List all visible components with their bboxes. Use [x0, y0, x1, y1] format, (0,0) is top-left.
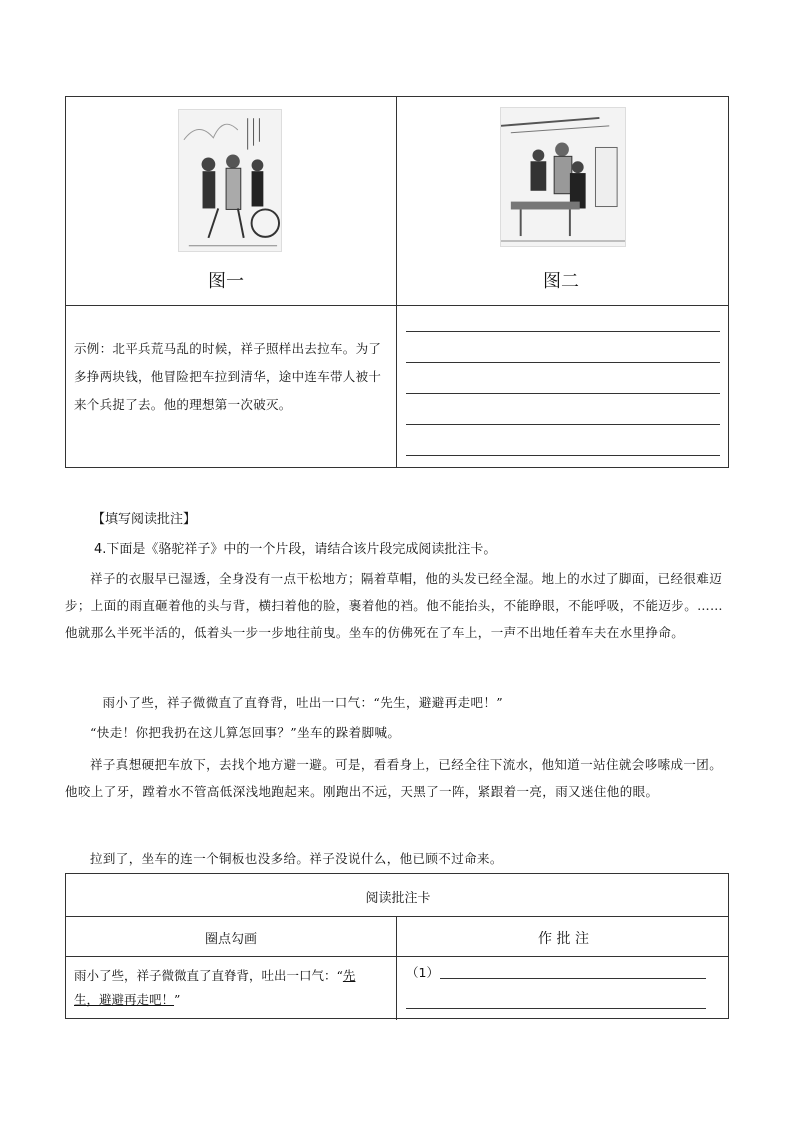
passage-paragraph-4: 祥子真想硬把车放下，去找个地方避一避。可是，看看身上，已经全往下流水，他知道一站住就会哆嗦成一团。他咬上了牙，蹚着水不管高低深浅地跑起来。刚跑出不远，天黑了一阵，紧跟着一亮，雨又迷住他的眼。 — [65, 757, 723, 799]
annotation-card-title: 阅读批注卡 — [365, 891, 431, 906]
annotation-card-table — [65, 873, 729, 1019]
answer-line[interactable] — [406, 424, 720, 425]
figure-caption-1: 图一 — [208, 271, 244, 292]
quote-underlined: 先 — [342, 968, 356, 983]
section-title: 【填写阅读批注】 — [92, 512, 197, 527]
illustration-fig2 — [500, 107, 626, 247]
passage-paragraph-2: 雨小了些，祥子微微直了直脊背，吐出一口气：“先生，避避再走吧！” — [102, 695, 504, 710]
column-header-marking: 圈点勾画 — [204, 932, 257, 947]
picture-table — [65, 96, 729, 468]
table-divider — [66, 956, 728, 957]
passage-paragraph-3: “快走！你把我扔在这儿算怎回事？”坐车的跺着脚喊。 — [90, 725, 401, 740]
annotation-answer-line[interactable] — [440, 978, 706, 979]
quote-plain: 雨小了些，祥子微微直了直脊背，吐出一口气：“ — [74, 968, 343, 983]
question-text: 4.下面是《骆驼祥子》中的一个片段，请结合该片段完成阅读批注卡。 — [94, 542, 497, 557]
annotation-answer-line[interactable] — [406, 1008, 706, 1009]
table-divider — [396, 97, 397, 467]
quote-underlined: 生，避避再走吧！ — [74, 992, 175, 1007]
answer-line[interactable] — [406, 393, 720, 394]
table-divider — [66, 916, 728, 917]
table-divider — [66, 305, 728, 306]
annotation-item-label: （1） — [406, 965, 439, 980]
example-text: 示例：北平兵荒马乱的时候，祥子照样出去拉车。为了多挣两块钱，他冒险把车拉到清华，途中连车带人被十来个兵捉了去。他的理想第一次破灭。 — [74, 341, 382, 412]
illustration-fig1-drawing — [179, 110, 281, 251]
illustration-fig2-drawing — [501, 108, 625, 246]
quote-end: ” — [174, 992, 181, 1007]
figure-caption-2: 图二 — [543, 271, 579, 292]
answer-line[interactable] — [406, 455, 720, 456]
answer-line[interactable] — [406, 331, 720, 332]
passage-paragraph-1: 祥子的衣服早已湿透，全身没有一点干松地方；隔着草帽，他的头发已经全湿。地上的水过了脚面，已经很难迈步；上面的雨直砸着他的头与背，横扫着他的脸，裹着他的裆。他不能抬头，不能睁眼，不能呼吸，不能迈步。……他就那么半死半活的，低着头一步一步地往前曳。坐车的仿佛死在了车上，一声不出地任着车夫在水里挣命。 — [65, 571, 723, 640]
illustration-fig1 — [178, 109, 282, 252]
marked-quote — [74, 964, 392, 1012]
column-header-annotation: 作 批 注 — [538, 931, 589, 947]
answer-line[interactable] — [406, 362, 720, 363]
passage-paragraph-5: 拉到了，坐车的连一个铜板也没多给。祥子没说什么，他已顾不过命来。 — [90, 851, 503, 866]
